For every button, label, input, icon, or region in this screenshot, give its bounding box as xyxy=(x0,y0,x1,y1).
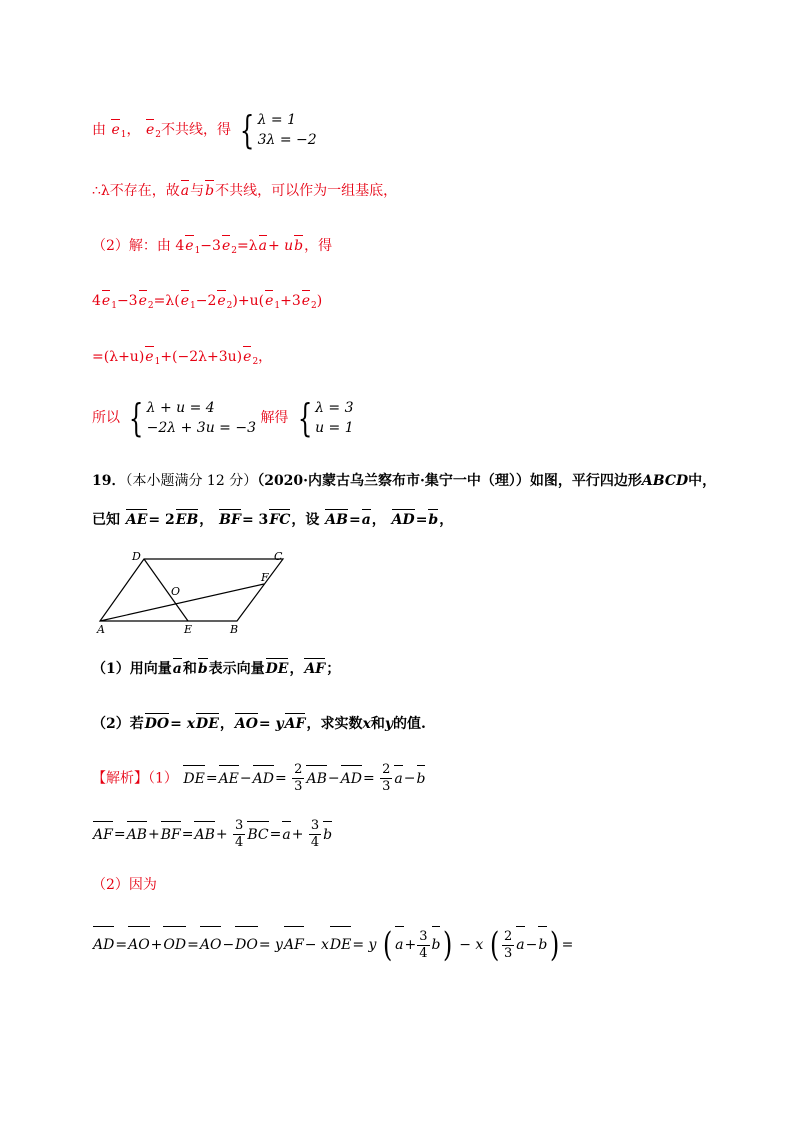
fraction: $\frac{2}{3}$ xyxy=(294,762,303,794)
fraction: $\frac{2}{3}$ xyxy=(504,928,513,961)
fraction: $\frac{3}{4}$ xyxy=(310,818,320,850)
solution-line-solve: 所以 { λ + u = 4 −2λ + 3u = −3 解得 { λ = 3 u = 1 xyxy=(92,396,354,440)
solution-line-expand: $4e_1-3e_2=\lambda(e_1-2e_2)+u(e_1+3e_2)$ xyxy=(92,293,323,311)
equation-system: { λ = 1 3λ = −2 xyxy=(240,108,317,152)
label-E: E xyxy=(184,623,193,636)
fraction: $\frac{3}{4}$ xyxy=(419,928,428,961)
fraction: $\frac{3}{4}$ xyxy=(235,818,244,850)
solution-line-collect: $=(\lambda+u)e_1+(-2\lambda+3u)e_2$， xyxy=(92,349,273,367)
parallelogram-figure xyxy=(92,548,292,638)
solution-2-equation: AD=AO+OD=AO−DO= yAF− xDE= y ( a+ $\frac{3}{4}$ b) − x ( $\frac{2}{3}$ a−b) = xyxy=(93,925,574,965)
solution-line-noncollinear: 由 $e_1$， $e_2$不共线，得 { λ = 1 3λ = −2 xyxy=(92,108,317,152)
label-B: B xyxy=(230,623,239,636)
label-O: O xyxy=(171,585,181,598)
label-D: D xyxy=(132,550,141,563)
solution-1-af: AF=AB+BF=AB+ $\frac{3}{4}$ BC=a+ $\frac{3}{4}$ b xyxy=(93,818,333,850)
solution-line-part2: （2）解：由 $4e_1-3e_2=\lambda a+$ ub，得 xyxy=(92,238,333,256)
label-A: A xyxy=(97,623,105,636)
question-part-1: （1）用向量a和b表示向量DE，AF； xyxy=(92,661,341,677)
solution-1-de: 【解析】（1） DE=AE−AD= $\frac{2}{3}$ AB−AD= $\frac{2}{3}$ a−b xyxy=(92,762,426,794)
fraction: $\frac{2}{3}$ xyxy=(382,762,391,794)
equation-system: { λ + u = 4 −2λ + 3u = −3 xyxy=(129,396,256,440)
label-F: F xyxy=(261,571,269,584)
solution-system: { λ = 3 u = 1 xyxy=(297,396,354,440)
question-19-header: 19．（本小题满分 12 分）（2020·内蒙古乌兰察布市·集宁一中（理））如图，平行四边形ABCD中， xyxy=(92,473,717,489)
solution-2-label: （2）因为 xyxy=(92,877,157,893)
question-19-given: 已知 AE= 2EB， BF= 3FC，设 AB=a， AD=b， xyxy=(92,512,454,528)
label-C: C xyxy=(274,550,283,563)
solution-line-basis: ∴λ不存在，故a与b不共线，可以作为一组基底， xyxy=(92,183,398,199)
question-part-2: （2）若DO= xDE，AO= yAF，求实数x和y的值. xyxy=(92,716,426,732)
